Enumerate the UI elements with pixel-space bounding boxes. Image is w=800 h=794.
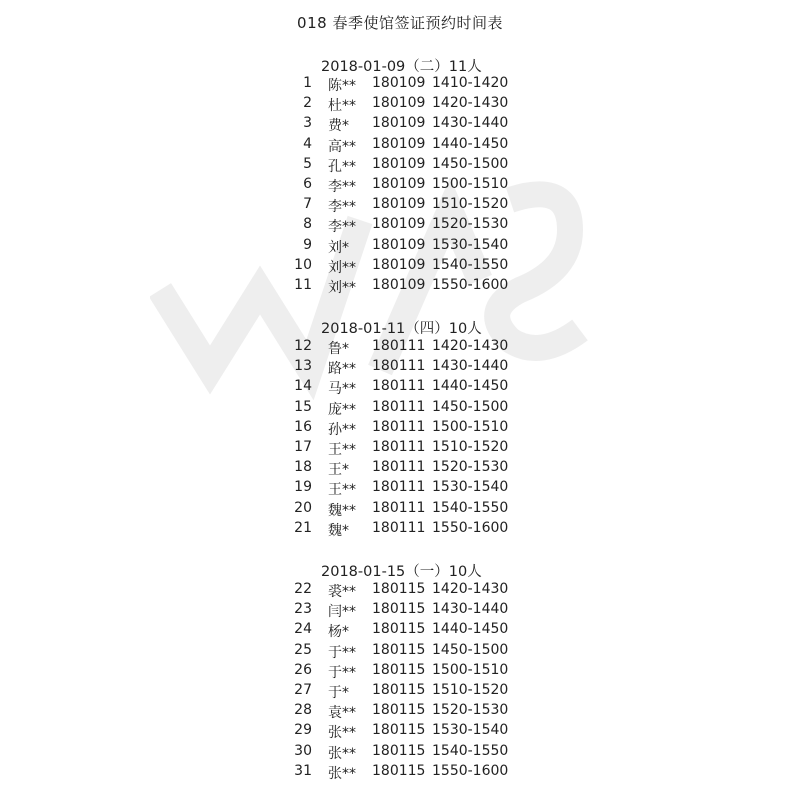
row-number: 15 [294,398,312,415]
appointment-row [0,459,800,479]
time-slot: 1430-1440 [432,115,509,132]
booking-date: 180109 [372,75,426,91]
applicant-name: 陈** [328,78,356,94]
applicant-name: 李** [328,219,356,236]
time-slot: 1550-1600 [432,519,509,536]
booking-date: 180115 [372,742,426,759]
row-number: 24 [294,621,312,638]
row-number: 8 [303,216,312,233]
booking-date: 180111 [372,459,426,476]
applicant-name: 于** [328,644,356,661]
booking-date: 180109 [372,176,426,192]
applicant-name: 费* [328,118,349,135]
booking-date: 180109 [372,135,426,152]
time-slot: 1540-1550 [432,256,509,273]
applicant-name: 李** [328,179,356,195]
time-slot: 1440-1450 [432,378,509,395]
booking-date: 180109 [372,115,426,132]
time-slot: 1500-1510 [432,418,509,435]
row-number: 13 [294,358,312,375]
appointment-row [0,763,800,783]
booking-date: 180111 [372,398,426,415]
time-slot: 1510-1520 [432,196,509,213]
time-slot: 1420-1430 [432,581,509,597]
booking-date: 180109 [372,95,426,112]
booking-date: 180115 [372,682,426,698]
row-number: 5 [303,155,312,172]
booking-date: 180115 [372,661,426,678]
row-number: 10 [294,256,312,273]
time-slot: 1430-1440 [432,358,509,375]
booking-date: 180115 [372,581,426,597]
time-slot: 1450-1500 [432,641,509,658]
booking-date: 180115 [372,621,426,638]
group-heading: 2018-01-11（四）10人 [321,321,482,337]
page-title: 018 春季使馆签证预约时间表 [297,14,503,32]
appointment-row [0,196,800,216]
applicant-name: 张** [328,745,356,762]
group-heading: 2018-01-09（二）11人 [321,59,482,75]
applicant-name: 王** [328,442,356,458]
time-slot: 1450-1500 [432,155,509,172]
booking-date: 180109 [372,236,426,253]
row-number: 28 [294,702,312,719]
time-slot: 1500-1510 [432,661,509,678]
row-number: 16 [294,418,312,435]
row-number: 17 [294,439,312,455]
row-number: 7 [303,196,312,213]
applicant-name: 杨* [328,624,349,641]
row-number: 12 [294,338,312,354]
time-slot: 1510-1520 [432,439,509,455]
row-number: 30 [294,742,312,759]
applicant-name: 张** [328,765,356,782]
applicant-name: 刘* [328,239,349,256]
appointment-row [0,642,800,662]
appointment-row [0,95,800,115]
row-number: 21 [294,519,312,536]
appointment-row [0,338,800,358]
appointment-row [0,520,800,540]
appointment-row [0,176,800,196]
booking-date: 180115 [372,702,426,719]
time-slot: 1420-1430 [432,95,509,112]
row-number: 19 [294,479,312,496]
booking-date: 180109 [372,155,426,172]
time-slot: 1540-1550 [432,742,509,759]
appointment-row [0,621,800,641]
applicant-name: 孔** [328,158,356,175]
applicant-name: 于** [328,664,356,681]
applicant-name: 袁** [328,705,356,722]
time-slot: 1530-1540 [432,722,509,739]
appointment-row [0,237,800,257]
applicant-name: 路** [328,361,356,378]
appointment-row [0,743,800,763]
booking-date: 180111 [372,358,426,375]
appointment-row [0,479,800,499]
appointment-row [0,662,800,682]
row-number: 31 [294,762,312,779]
booking-date: 180109 [372,256,426,273]
booking-date: 180115 [372,641,426,658]
time-slot: 1410-1420 [432,75,509,91]
row-number: 20 [294,499,312,516]
row-number: 9 [303,236,312,253]
appointment-row [0,399,800,419]
row-number: 14 [294,378,312,395]
appointment-row [0,439,800,459]
appointment-row [0,216,800,236]
time-slot: 1540-1550 [432,499,509,516]
row-number: 18 [294,459,312,476]
booking-date: 180109 [372,196,426,213]
booking-date: 180115 [372,762,426,779]
applicant-name: 于* [328,685,349,701]
appointment-row [0,156,800,176]
time-slot: 1440-1450 [432,135,509,152]
group-heading: 2018-01-15（一）10人 [321,564,482,580]
row-number: 27 [294,682,312,698]
row-number: 22 [294,581,312,597]
applicant-name: 闫** [328,604,356,621]
time-slot: 1450-1500 [432,398,509,415]
time-slot: 1420-1430 [432,338,509,354]
appointment-row [0,581,800,601]
row-number: 23 [294,601,312,618]
row-number: 2 [303,95,312,112]
booking-date: 180115 [372,722,426,739]
applicant-name: 魏* [328,522,349,539]
applicant-name: 庞** [328,401,356,418]
appointment-row [0,722,800,742]
appointment-row [0,601,800,621]
booking-date: 180115 [372,601,426,618]
booking-date: 180111 [372,479,426,496]
applicant-name: 魏** [328,502,356,519]
applicant-name: 马** [328,381,356,398]
time-slot: 1550-1600 [432,762,509,779]
applicant-name: 裘** [328,584,356,600]
row-number: 26 [294,661,312,678]
appointment-row [0,682,800,702]
appointment-row [0,115,800,135]
time-slot: 1520-1530 [432,702,509,719]
appointment-row [0,702,800,722]
appointment-row [0,419,800,439]
appointment-row [0,257,800,277]
row-number: 1 [303,75,312,91]
applicant-name: 李** [328,199,356,216]
booking-date: 180109 [372,216,426,233]
applicant-name: 张** [328,725,356,742]
time-slot: 1520-1530 [432,459,509,476]
appointment-row [0,277,800,297]
booking-date: 180111 [372,499,426,516]
applicant-name: 王** [328,482,356,499]
applicant-name: 鲁* [328,341,349,357]
row-number: 11 [294,277,312,293]
row-number: 29 [294,722,312,739]
row-number: 4 [303,135,312,152]
time-slot: 1440-1450 [432,621,509,638]
applicant-name: 杜** [328,98,356,115]
row-number: 6 [303,176,312,192]
booking-date: 180109 [372,277,426,293]
time-slot: 1520-1530 [432,216,509,233]
time-slot: 1430-1440 [432,601,509,618]
applicant-name: 刘** [328,259,356,276]
row-number: 25 [294,641,312,658]
booking-date: 180111 [372,439,426,455]
time-slot: 1500-1510 [432,176,509,192]
booking-date: 180111 [372,338,426,354]
applicant-name: 高** [328,138,356,155]
applicant-name: 孙** [328,421,356,438]
time-slot: 1530-1540 [432,236,509,253]
booking-date: 180111 [372,519,426,536]
appointment-row [0,136,800,156]
booking-date: 180111 [372,378,426,395]
appointment-row [0,500,800,520]
appointment-row [0,378,800,398]
appointment-row [0,358,800,378]
time-slot: 1530-1540 [432,479,509,496]
time-slot: 1510-1520 [432,682,509,698]
booking-date: 180111 [372,418,426,435]
applicant-name: 刘** [328,280,356,296]
applicant-name: 王* [328,462,349,479]
time-slot: 1550-1600 [432,277,509,293]
row-number: 3 [303,115,312,132]
appointment-row [0,75,800,95]
